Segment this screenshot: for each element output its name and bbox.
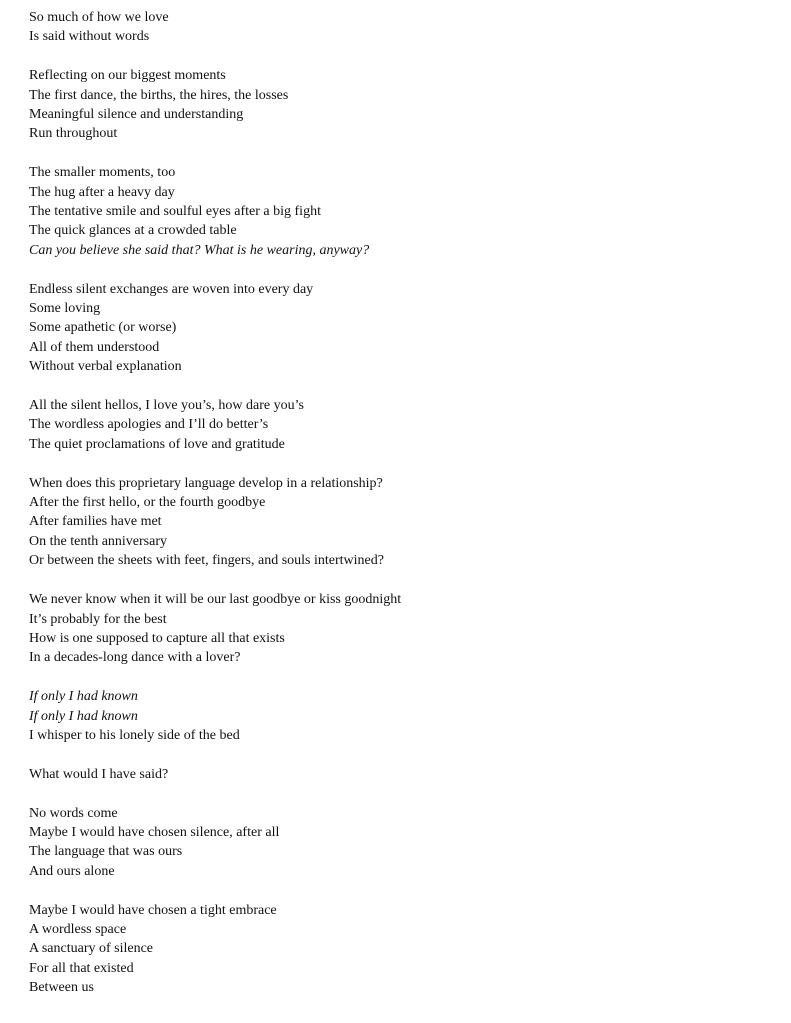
stanza xyxy=(29,590,401,668)
poem-line: Without verbal explanation xyxy=(29,359,182,375)
poem-line: Some loving xyxy=(29,301,101,317)
poem-line: For all that existed xyxy=(29,960,134,976)
poem-line: All of them understood xyxy=(29,339,160,355)
poem-line: When does this proprietary language develop in a relationship? xyxy=(29,475,383,491)
poem xyxy=(29,8,401,1017)
poem-line: The quick glances at a crowded table xyxy=(29,223,237,239)
poem-line: The tentative smile and soulful eyes after a big fight xyxy=(29,204,321,220)
poem-line: Endless silent exchanges are woven into every day xyxy=(29,281,314,297)
stanza xyxy=(29,901,401,998)
poem-line: Maybe I would have chosen silence, after all xyxy=(29,824,280,840)
poem-line: The quiet proclamations of love and gratitude xyxy=(29,436,285,452)
poem-line: How is one supposed to capture all that exists xyxy=(29,630,285,646)
poem-line: What would I have said? xyxy=(29,766,169,782)
poem-line: No words come xyxy=(29,805,118,821)
poem-line: Is said without words xyxy=(29,29,150,45)
stanza xyxy=(29,66,401,144)
poem-line: Can you believe she said that? What is he wearing, anyway? xyxy=(29,242,370,258)
poem-line: The smaller moments, too xyxy=(29,165,176,181)
poem-line: If only I had known xyxy=(29,708,138,724)
poem-line: After families have met xyxy=(29,514,162,530)
poem-line: And ours alone xyxy=(29,863,115,879)
poem-line: The wordless apologies and I’ll do better’s xyxy=(29,417,269,433)
poem-line: Some apathetic (or worse) xyxy=(29,320,177,336)
stanza xyxy=(29,804,401,882)
poem-line: The hug after a heavy day xyxy=(29,184,175,200)
poem-line: The language that was ours xyxy=(29,844,183,860)
poem-line: On the tenth anniversary xyxy=(29,533,168,549)
poem-line: Between us xyxy=(29,980,94,996)
poem-line: If only I had known xyxy=(29,689,138,705)
poem-line: A wordless space xyxy=(29,921,127,937)
poem-line: Or between the sheets with feet, fingers, and souls intertwined? xyxy=(29,553,384,569)
poem-line: So much of how we love xyxy=(29,10,169,25)
poem-line: Run throughout xyxy=(29,126,118,142)
stanza xyxy=(29,163,401,260)
poem-line: It’s probably for the best xyxy=(29,611,167,627)
poem-line: The first dance, the births, the hires, the losses xyxy=(29,87,289,103)
poem-line: All the silent hellos, I love you’s, how dare you’s xyxy=(29,398,304,414)
stanza xyxy=(29,280,401,377)
poem-line: Meaningful silence and understanding xyxy=(29,107,244,123)
poem-line: In a decades-long dance with a lover? xyxy=(29,650,241,666)
poem-line: A sanctuary of silence xyxy=(29,941,154,957)
poem-line: We never know when it will be our last goodbye or kiss goodnight xyxy=(29,592,402,608)
stanza xyxy=(29,396,401,454)
stanza xyxy=(29,765,401,784)
stanza xyxy=(29,687,401,745)
poem-line: Reflecting on our biggest moments xyxy=(29,68,226,84)
poem-line: Maybe I would have chosen a tight embrace xyxy=(29,902,277,918)
stanza xyxy=(29,8,401,47)
poem-line: After the first hello, or the fourth goodbye xyxy=(29,495,266,511)
poem-line: I whisper to his lonely side of the bed xyxy=(29,727,240,743)
stanza xyxy=(29,474,401,571)
